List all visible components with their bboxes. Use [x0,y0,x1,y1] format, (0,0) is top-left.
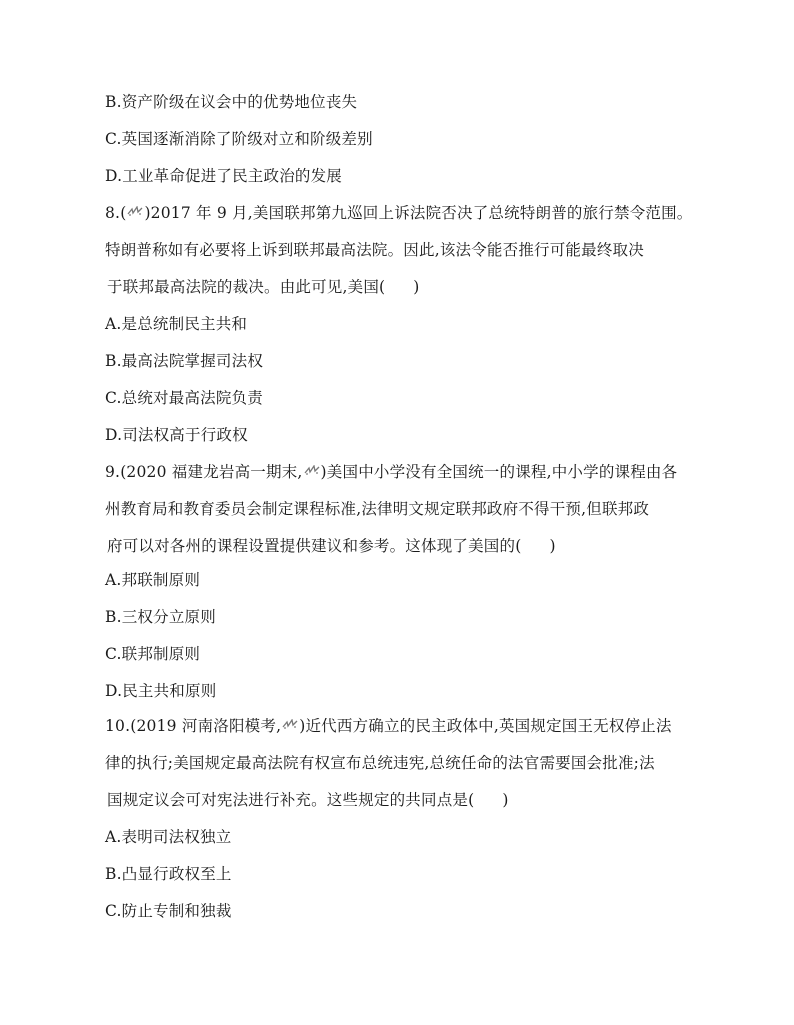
q8-stem-line-3 [107,277,420,297]
q9-option-a[interactable]: A.邦联制原则 [105,571,201,589]
q8-stem-line-1 [105,203,693,223]
q9-stem-text-3: 府可以对各州的课程设置提供建议和参考。这体现了美国的( [107,537,522,555]
difficulty-star-icon [304,465,320,476]
q10-stem-line-3 [107,790,509,810]
q10-number: 10.(2019 河南洛阳模考, [105,717,282,735]
q10-option-c[interactable]: C.防止专制和独裁 [105,902,232,920]
q7-option-d[interactable]: D.工业革命促进了民主政治的发展 [105,167,343,185]
q10-stem-text-3: 国规定议会可对宪法进行补充。这些规定的共同点是( [107,791,475,809]
q10-stem-line-1 [105,716,672,736]
q7-option-b[interactable]: B.资产阶级在议会中的优势地位丧失 [105,93,358,111]
q9-stem-line-3 [107,536,556,556]
q9-option-d[interactable]: D.民主共和原则 [105,682,217,700]
q8-number: 8.( [105,204,127,222]
q7-option-c[interactable]: C.英国逐渐消除了阶级对立和阶级差别 [105,130,373,148]
q8-close-paren: ) [413,278,420,296]
q8-stem-line-2: 特朗普称如有必要将上诉到联邦最高法院。因此,该法令能否推行可能最终取决 [105,241,644,259]
difficulty-star-icon [282,719,298,730]
q8-option-a[interactable]: A.是总统制民主共和 [105,315,248,333]
q10-stem-line-2: 律的执行;美国规定最高法院有权宣布总统违宪,总统任命的法官需要国会批准;法 [105,754,655,772]
q9-number: 9.(2020 福建龙岩高一期末, [105,463,303,481]
q8-option-d[interactable]: D.司法权高于行政权 [105,426,248,444]
q8-stem-text-1: )2017 年 9 月,美国联邦第九巡回上诉法院否决了总统特朗普的旅行禁令范围。 [144,204,693,222]
q10-stem-text-1: )近代西方确立的民主政体中,英国规定国王无权停止法 [299,717,672,735]
q9-option-c[interactable]: C.联邦制原则 [105,645,201,663]
q10-option-a[interactable]: A.表明司法权独立 [105,828,232,846]
q8-option-b[interactable]: B.最高法院掌握司法权 [105,352,264,370]
q8-stem-text-3: 于联邦最高法院的裁决。由此可见,美国( [107,278,386,296]
q9-close-paren: ) [549,537,556,555]
q10-close-paren: ) [502,791,509,809]
q9-stem-text-1: )美国中小学没有全国统一的课程,中小学的课程由各 [320,463,678,481]
q9-option-b[interactable]: B.三权分立原则 [105,608,216,626]
q8-option-c[interactable]: C.总统对最高法院负责 [105,389,263,407]
difficulty-star-icon [127,206,143,217]
q10-option-b[interactable]: B.凸显行政权至上 [105,865,232,883]
q9-stem-line-1 [105,462,677,482]
q9-stem-line-2: 州教育局和教育委员会制定课程标准,法律明文规定联邦政府不得干预,但联邦政 [105,500,650,518]
